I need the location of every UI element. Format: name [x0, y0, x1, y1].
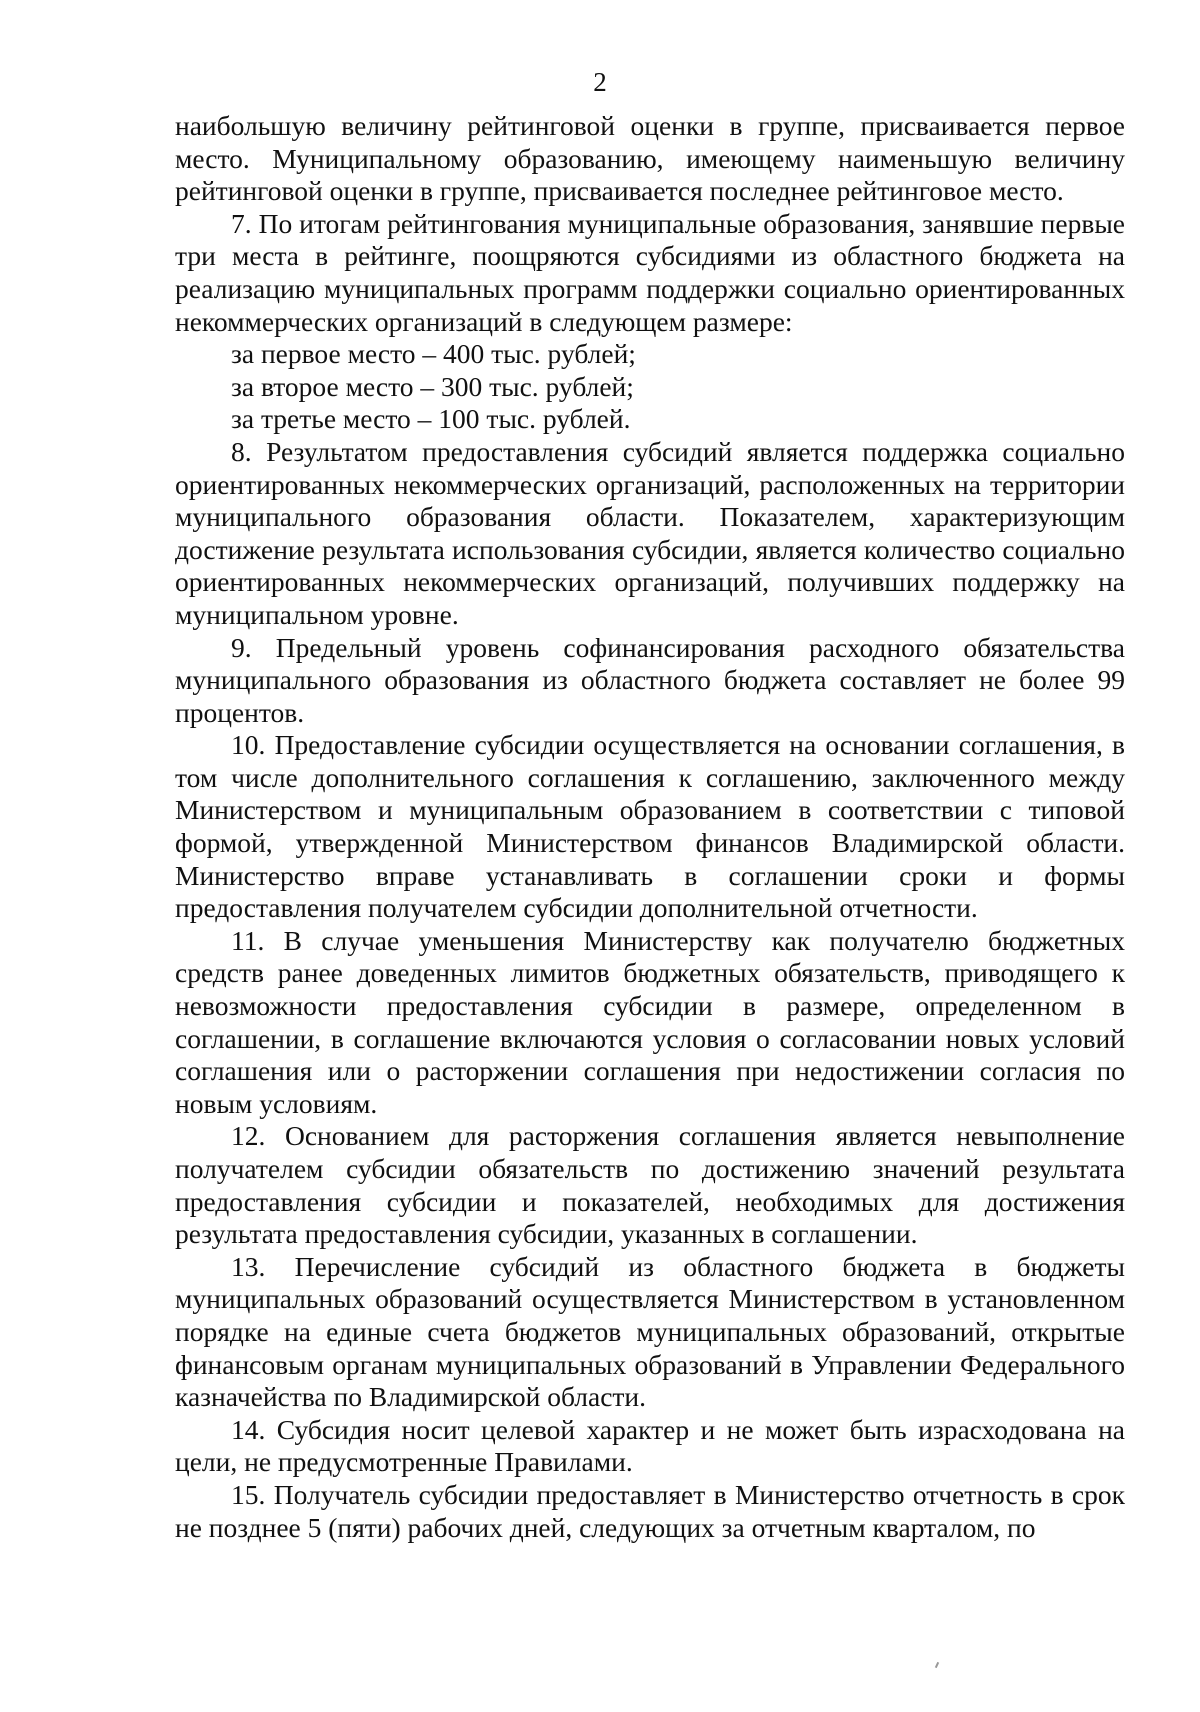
- paragraph-item-12: 12. Основанием для расторжения соглашения является невыполнение получателем субсидии обязательств по достижению значений результата предоставления субсидии и показателей, необходимых для достижения результата предоставления субсидии, указанных в соглашении.: [175, 1120, 1125, 1250]
- paragraph-item-9: 9. Предельный уровень софинансирования расходного обязательства муниципального образования из областного бюджета составляет не более 99 процентов.: [175, 631, 1125, 728]
- paragraph-item-15: 15. Получатель субсидии предоставляет в Министерство отчетность в срок не позднее 5 (пяти) рабочих дней, следующих за отчетным кварталом, по: [175, 1478, 1125, 1543]
- page-number: 2: [593, 67, 607, 97]
- scan-speck: [935, 1662, 939, 1668]
- paragraph-item-14: 14. Субсидия носит целевой характер и не может быть израсходована на цели, не предусмотренные Правилами.: [175, 1413, 1125, 1478]
- paragraph-item-10: 10. Предоставление субсидии осуществляется на основании соглашения, в том числе дополнительного соглашения к соглашению, заключенного между Министерством и муниципальным образованием в соответствии с типовой формой, утвержденной Министерством финансов Владимирской области. Министерство вправе устанавливать в соглашении сроки и формы предоставления получателем субсидии дополнительной отчетности.: [175, 729, 1125, 924]
- paragraph-item-8: 8. Результатом предоставления субсидий является поддержка социально ориентированных некоммерческих организаций, расположенных на территории муниципального образования области. Показателем, характеризующим достижение результата использования субсидии, является количество социально ориентированных некоммерческих организаций, получивших поддержку на муниципальном уровне.: [175, 435, 1125, 630]
- list-item-first-place: за первое место – 400 тыс. рублей;: [231, 338, 636, 370]
- paragraph-continuation: наибольшую величину рейтинговой оценки в группе, присваивается первое место. Муниципальному образованию, имеющему наименьшую величину рейтинговой оценки в группе, присваивается последнее рейтинговое место.: [175, 110, 1125, 207]
- paragraph-item-11: 11. В случае уменьшения Министерству как получателю бюджетных средств ранее доведенных лимитов бюджетных обязательств, приводящего к невозможности предоставления субсидии в размере, определенном в соглашении, в соглашение включаются условия о согласовании новых условий соглашения или о расторжении соглашения при недостижении согласия по новым условиям.: [175, 924, 1125, 1119]
- paragraph-item-13: 13. Перечисление субсидий из областного бюджета в бюджеты муниципальных образований осуществляется Министерством в установленном порядке на единые счета бюджетов муниципальных образований, открытые финансовым органам муниципальных образований в Управлении Федерального казначейства по Владимирской области.: [175, 1250, 1125, 1413]
- paragraph-item-7: 7. По итогам рейтингования муниципальные образования, занявшие первые три места в рейтинге, поощряются субсидиями из областного бюджета на реализацию муниципальных программ поддержки социально ориентированных некоммерческих организаций в следующем размере:: [175, 207, 1125, 337]
- document-body: [175, 110, 1125, 1544]
- list-item-second-place: за второе место – 300 тыс. рублей;: [231, 370, 634, 402]
- list-item-third-place: за третье место – 100 тыс. рублей.: [231, 403, 631, 435]
